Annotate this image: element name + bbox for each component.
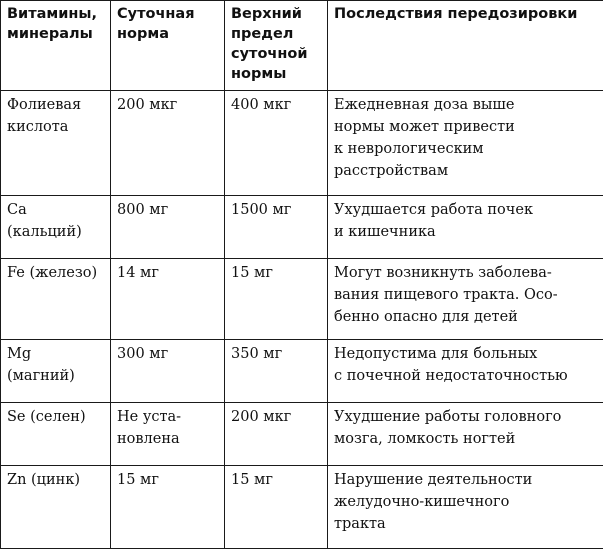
table-row bbox=[1, 259, 603, 340]
cell-daily-norm: 200 мкг bbox=[111, 91, 225, 196]
cell-upper-limit: 15 мг bbox=[225, 259, 328, 340]
header-row bbox=[1, 1, 603, 91]
cell-name: Fe (железо) bbox=[1, 259, 111, 340]
cell-name: Mg (магний) bbox=[1, 340, 111, 403]
cell-name: Са (кальций) bbox=[1, 196, 111, 259]
cell-name: Фолиевая кислота bbox=[1, 91, 111, 196]
cell-upper-limit: 15 мг bbox=[225, 466, 328, 549]
cell-name: Se (селен) bbox=[1, 403, 111, 466]
header-vitamins: Витамины, минералы bbox=[1, 1, 111, 91]
header-daily-norm: Суточная норма bbox=[111, 1, 225, 91]
cell-overdose-effect: Ухудшение работы головного мозга, ломкость ногтей bbox=[328, 403, 603, 466]
table-row bbox=[1, 340, 603, 403]
table-row bbox=[1, 403, 603, 466]
cell-daily-norm: 300 мг bbox=[111, 340, 225, 403]
cell-upper-limit: 350 мг bbox=[225, 340, 328, 403]
header-overdose-effects: Последствия передозировки bbox=[328, 1, 603, 91]
header-upper-limit: Верхний предел суточной нормы bbox=[225, 1, 328, 91]
table-row bbox=[1, 466, 603, 549]
cell-daily-norm: 15 мг bbox=[111, 466, 225, 549]
cell-daily-norm: 14 мг bbox=[111, 259, 225, 340]
cell-overdose-effect: Недопустима для больных с почечной недостаточностью bbox=[328, 340, 603, 403]
cell-upper-limit: 200 мкг bbox=[225, 403, 328, 466]
cell-overdose-effect: Ухудшается работа почек и кишечника bbox=[328, 196, 603, 259]
cell-overdose-effect: Ежедневная доза выше нормы может привести к неврологическим расстройствам bbox=[328, 91, 603, 196]
cell-daily-norm: Не уста- новлена bbox=[111, 403, 225, 466]
cell-daily-norm: 800 мг bbox=[111, 196, 225, 259]
table-row bbox=[1, 196, 603, 259]
cell-upper-limit: 1500 мг bbox=[225, 196, 328, 259]
table-row bbox=[1, 91, 603, 196]
cell-name: Zn (цинк) bbox=[1, 466, 111, 549]
cell-overdose-effect: Нарушение деятельности желудочно-кишечного тракта bbox=[328, 466, 603, 549]
cell-upper-limit: 400 мкг bbox=[225, 91, 328, 196]
cell-overdose-effect: Могут возникнуть заболева- вания пищевого тракта. Осо- бенно опасно для детей bbox=[328, 259, 603, 340]
